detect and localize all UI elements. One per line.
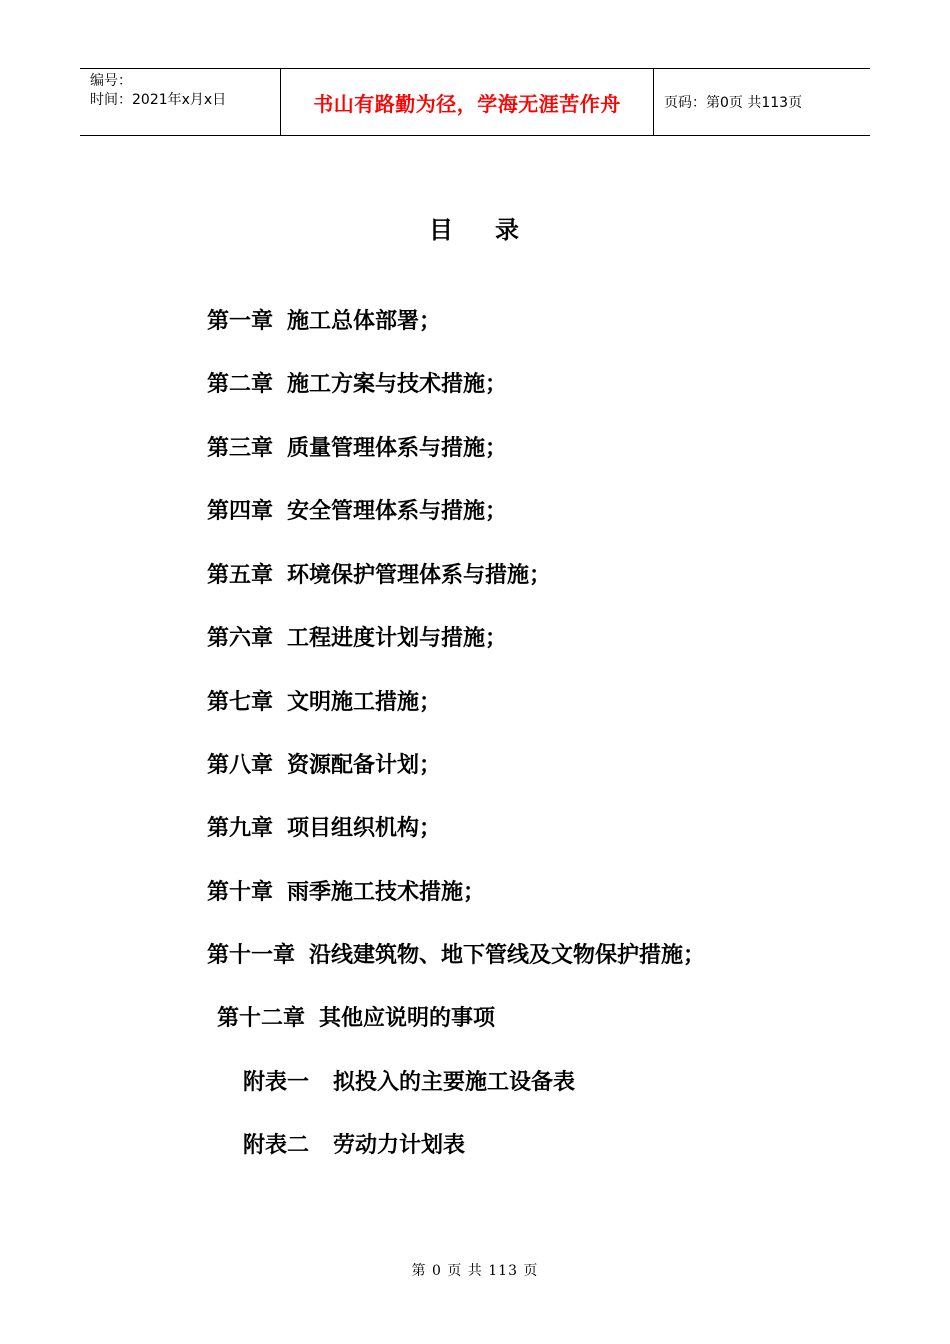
page-footer: 第 0 页 共 113 页 xyxy=(411,1263,539,1279)
header-motto: 书山有路勤为径，学海无涯苦作舟 xyxy=(281,69,654,135)
appendix-text: 拟投入的主要施工设备表 xyxy=(333,1070,576,1095)
toc-item-text: 安全管理体系与措施； xyxy=(287,499,508,524)
toc-item-text: 施工总体部署； xyxy=(287,309,442,334)
toc-item-text: 其他应说明的事项 xyxy=(319,1006,496,1031)
page-header xyxy=(80,68,870,136)
header-number-label: 编号： xyxy=(90,73,132,89)
appendix-number: 附表一 xyxy=(243,1070,310,1095)
appendix-number: 附表二 xyxy=(243,1133,310,1158)
appendix-text: 劳动力计划表 xyxy=(333,1133,466,1158)
toc-item-number: 第四章 xyxy=(207,499,274,524)
toc-item-text: 质量管理体系与措施； xyxy=(287,436,508,461)
toc-item-number: 第一章 xyxy=(207,309,274,334)
toc-item xyxy=(207,879,485,907)
toc-title-right: 录 xyxy=(495,216,521,244)
header-page-info: 页码：第0页 共113页 xyxy=(664,95,803,111)
header-time-label: 时间：2021年x月x日 xyxy=(90,92,227,108)
toc-item xyxy=(207,371,507,399)
toc-item-number: 第三章 xyxy=(207,436,274,461)
toc-item xyxy=(207,435,507,463)
toc-item-text: 环境保护管理体系与措施； xyxy=(287,563,552,588)
toc-item xyxy=(207,498,507,526)
toc-item xyxy=(207,815,441,843)
toc-item-number: 第十二章 xyxy=(217,1006,306,1031)
toc-item xyxy=(207,625,507,653)
toc-item-number: 第六章 xyxy=(207,626,274,651)
toc-item-number: 第八章 xyxy=(207,753,274,778)
toc-item xyxy=(207,689,441,717)
toc-item xyxy=(217,1005,495,1033)
toc-item-text: 资源配备计划； xyxy=(287,753,442,778)
toc-item-text: 项目组织机构； xyxy=(287,816,442,841)
header-meta xyxy=(80,69,281,135)
toc-item xyxy=(207,562,551,590)
toc-item-number: 第五章 xyxy=(207,563,274,588)
appendix-item xyxy=(243,1069,575,1097)
toc-item-number: 第七章 xyxy=(207,690,274,715)
toc-title-left: 目 xyxy=(429,216,455,244)
toc-title xyxy=(0,210,950,245)
toc-item-text: 工程进度计划与措施； xyxy=(287,626,508,651)
toc-item-number: 第二章 xyxy=(207,372,274,397)
toc-item-text: 沿线建筑物、地下管线及文物保护措施； xyxy=(309,943,706,968)
toc-item-number: 第九章 xyxy=(207,816,274,841)
toc-item-text: 施工方案与技术措施； xyxy=(287,372,508,397)
appendix-item xyxy=(243,1132,465,1160)
toc-item xyxy=(207,308,441,336)
toc-item-number: 第十章 xyxy=(207,880,274,905)
toc-item xyxy=(207,752,441,780)
toc-item-text: 文明施工措施； xyxy=(287,690,442,715)
toc-item-text: 雨季施工技术措施； xyxy=(287,880,486,905)
toc-item-number: 第十一章 xyxy=(207,943,296,968)
toc-item xyxy=(207,942,705,970)
